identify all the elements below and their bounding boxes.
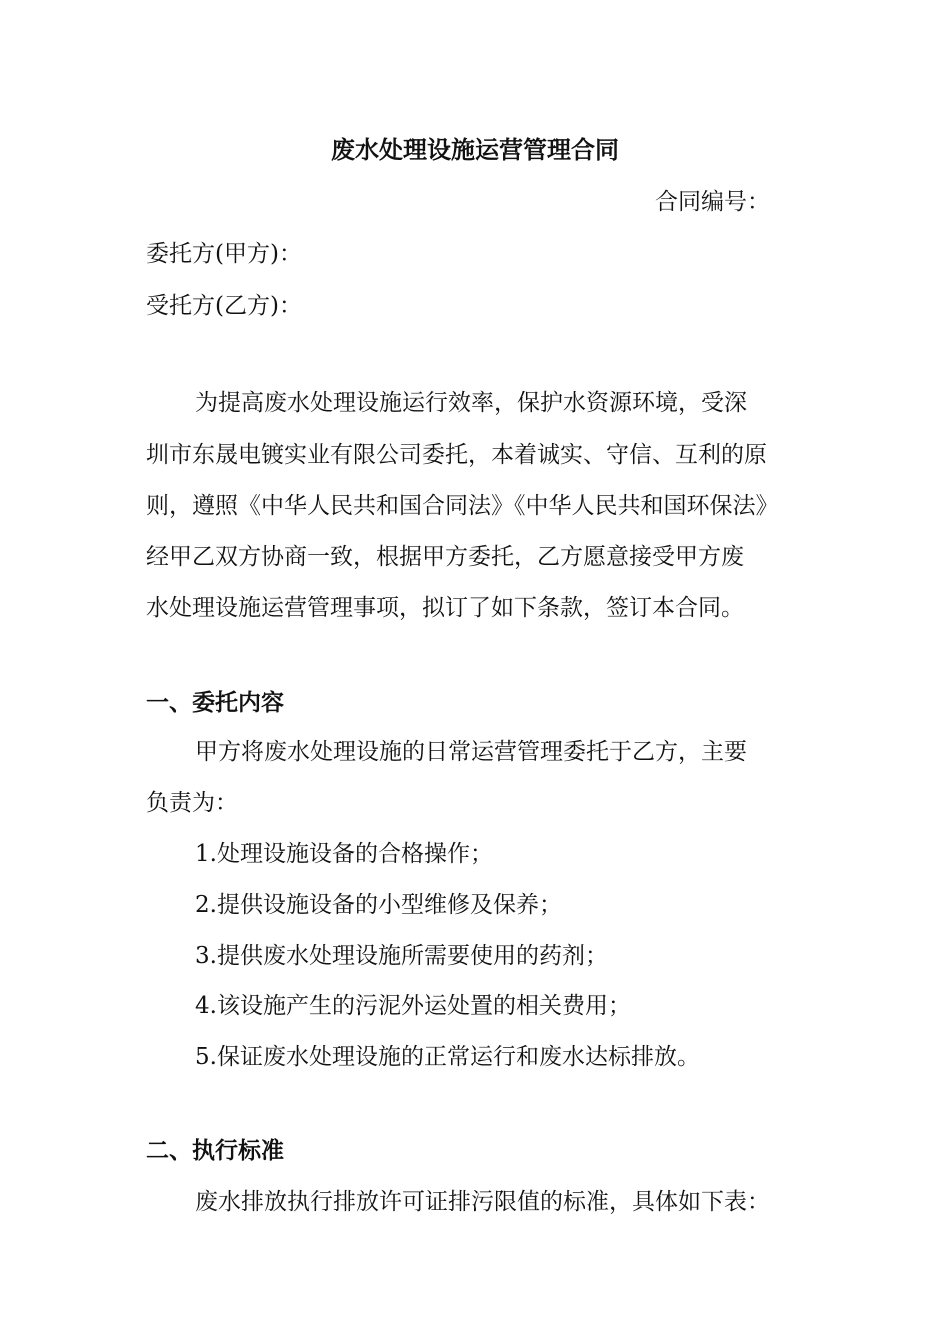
list-item: 3.提供废水处理设施所需要使用的药剂；: [195, 943, 608, 969]
document-title: 废水处理设施运营管理合同: [331, 136, 619, 164]
party-b-label: 受托方(乙方)：: [146, 293, 302, 319]
contract-number-label: 合同编号：: [655, 189, 770, 215]
list-item: 1.处理设施设备的合格操作；: [195, 841, 493, 867]
section-heading-entrusted-content: 一、委托内容: [146, 690, 284, 716]
section1-para-line-1: 甲方将废水处理设施的日常运营管理委托于乙方，主要: [195, 739, 747, 765]
list-item: 4.该设施产生的污泥外运处置的相关费用；: [195, 993, 631, 1019]
party-a-label: 委托方(甲方)：: [146, 241, 302, 267]
section2-para-line-1: 废水排放执行排放许可证排污限值的标准，具体如下表：: [195, 1189, 770, 1215]
intro-line-3: 则，遵照《中华人民共和国合同法》《中华人民共和国环保法》: [146, 493, 779, 519]
list-item: 2.提供设施设备的小型维修及保养；: [195, 892, 562, 918]
intro-line-5: 水处理设施运营管理事项，拟订了如下条款，签订本合同。: [146, 595, 744, 621]
section-heading-execution-standard: 二、执行标准: [146, 1138, 284, 1164]
section1-para-line-2: 负责为：: [146, 790, 238, 816]
intro-line-2: 圳市东晟电镀实业有限公司委托，本着诚实、守信、互利的原: [146, 442, 767, 468]
list-item: 5.保证废水处理设施的正常运行和废水达标排放。: [195, 1044, 700, 1070]
intro-line-1: 为提高废水处理设施运行效率，保护水资源环境，受深: [195, 390, 747, 416]
intro-line-4: 经甲乙双方协商一致，根据甲方委托，乙方愿意接受甲方废: [146, 544, 744, 570]
